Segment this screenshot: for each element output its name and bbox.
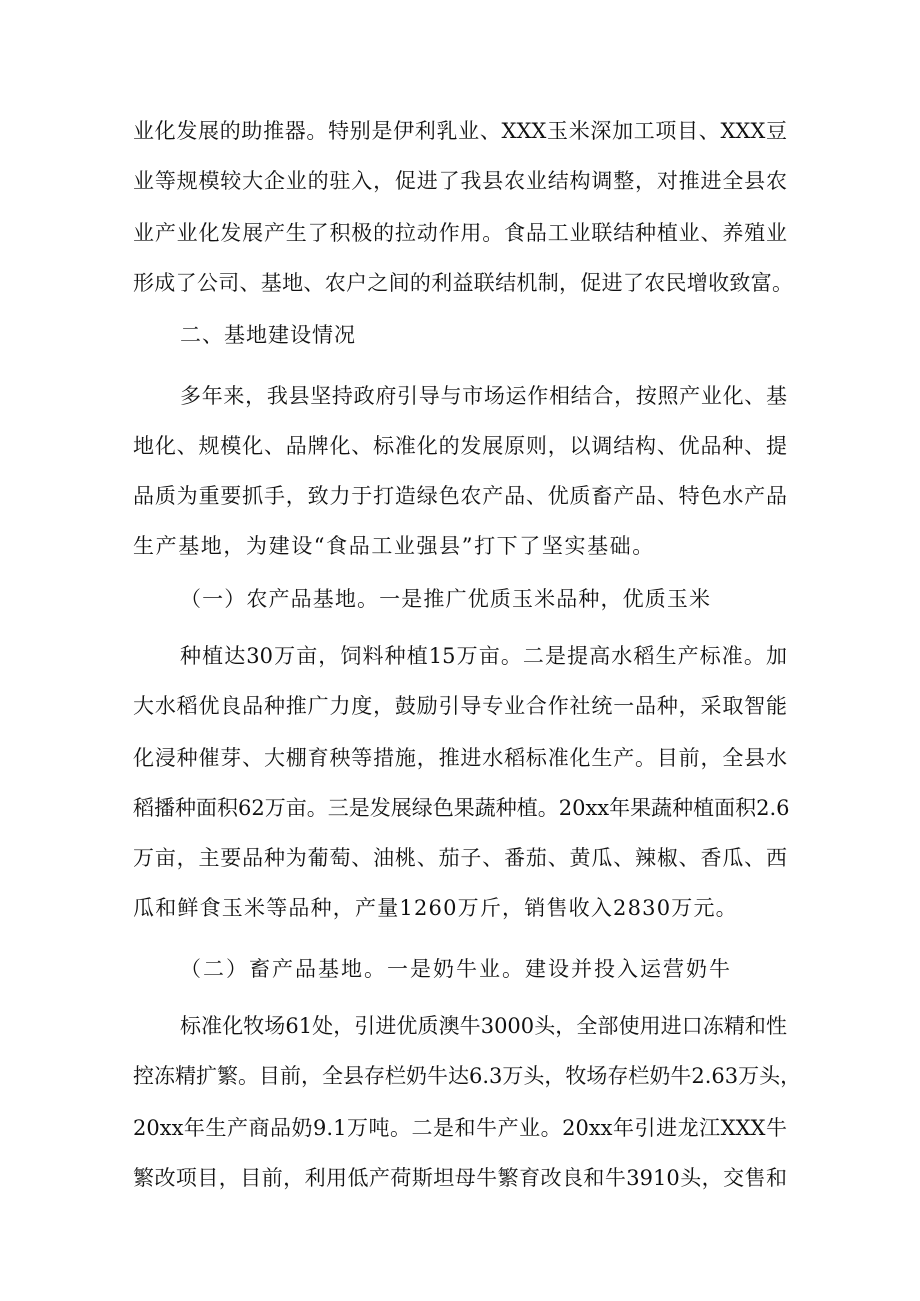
text-line: 万亩，主要品种为葡萄、油桃、茄子、番茄、黄瓜、辣椒、香瓜、西 xyxy=(133,846,787,870)
text-line: 繁改项目，目前，利用低产荷斯坦母牛繁育改良和牛3910头，交售和 xyxy=(133,1166,787,1190)
text-line: 地化、规模化、品牌化、标准化的发展原则，以调结构、优品种、提 xyxy=(133,434,787,458)
text-line: 标准化牧场61处，引进优质澳牛3000头，全部使用进口冻精和性 xyxy=(180,1014,787,1038)
text-line: 业化发展的助推器。特别是伊利乳业、XXX玉米深加工项目、XXX豆 xyxy=(133,119,787,143)
text-line: 形成了公司、基地、农户之间的利益联结机制，促进了农民增收致富。 xyxy=(133,271,793,295)
text-line: 大水稻优良品种推广力度，鼓励引导专业合作社统一品种，采取智能 xyxy=(133,694,787,718)
text-line: 业产业化发展产生了积极的拉动作用。食品工业联结种植业、养殖业 xyxy=(133,221,787,245)
text-line: 20xx年生产商品奶9.1万吨。二是和牛产业。20xx年引进龙江XXX牛 xyxy=(133,1116,787,1140)
text-line: 稻播种面积62万亩。三是发展绿色果蔬种植。20xx年果蔬种植面积2.6 xyxy=(133,796,790,820)
text-line: 种植达30万亩，饲料种植15万亩。二是提高水稻生产标准。加 xyxy=(180,644,787,668)
text-line: 品质为重要抓手，致力于打造绿色农产品、优质畜产品、特色水产品 xyxy=(133,484,787,508)
text-line: 业等规模较大企业的驻入，促进了我县农业结构调整，对推进全县农 xyxy=(133,169,787,193)
text-line: 化浸种催芽、大棚育秧等措施，推进水稻标准化生产。目前，全县水 xyxy=(133,746,787,770)
subsection-heading: （一）农产品基地。一是推广优质玉米品种，优质玉米 xyxy=(180,587,710,611)
subsection-heading: （二）畜产品基地。一是奶牛业。建设并投入运营奶牛 xyxy=(180,957,730,981)
text-line: 多年来，我县坚持政府引导与市场运作相结合，按照产业化、基 xyxy=(180,384,787,408)
text-line: 生产基地，为建设“食品工业强县”打下了坚实基础。 xyxy=(133,534,655,558)
section-heading: 二、基地建设情况 xyxy=(180,323,356,347)
text-line: 控冻精扩繁。目前，全县存栏奶牛达6.3万头，牧场存栏奶牛2.63万头， xyxy=(133,1064,802,1088)
text-line: 瓜和鲜食玉米等品种，产量1260万斤，销售收入2830万元。 xyxy=(133,896,738,920)
